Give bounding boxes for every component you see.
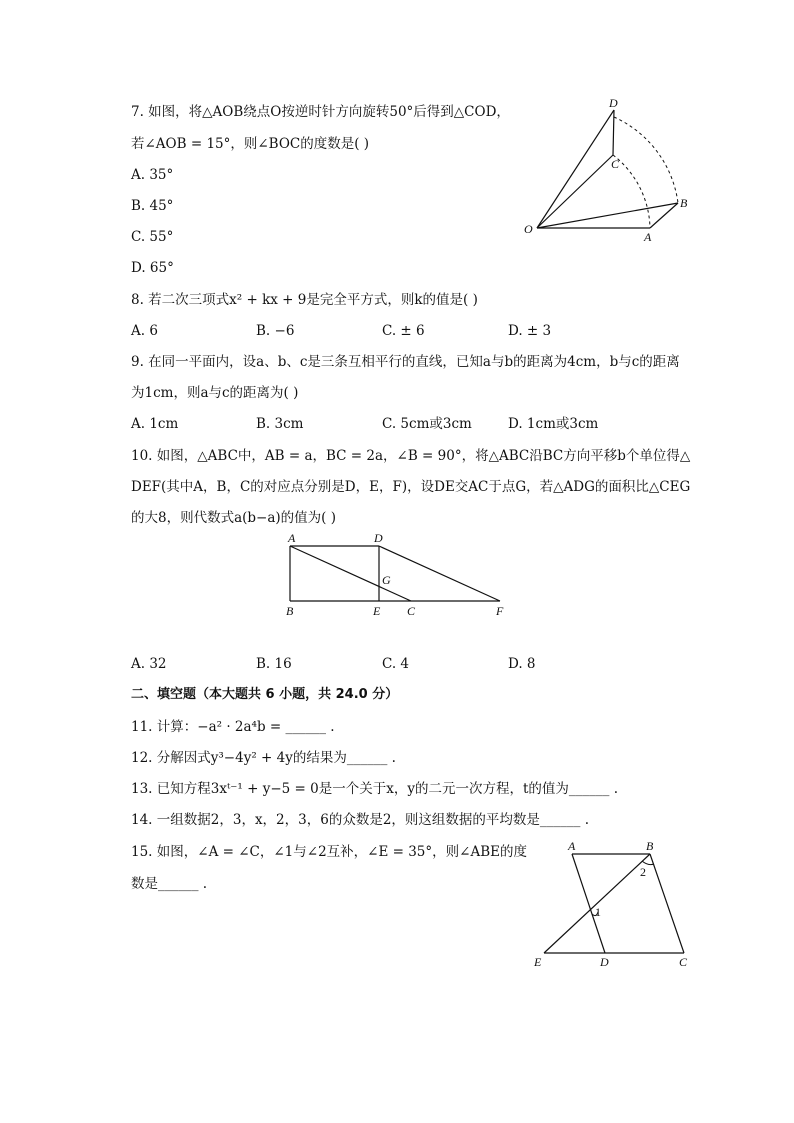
label-F: F xyxy=(496,604,504,618)
label-2: 2 xyxy=(640,865,646,879)
section-heading: 二、填空题（本大题共 6 小题，共 24.0 分） xyxy=(131,687,399,702)
segment-BC xyxy=(650,854,684,953)
q15-line2: 数是______ . xyxy=(131,876,208,892)
q9-option-a: A. 1cm xyxy=(131,416,179,432)
q9-line2: 为1cm，则a与c的距离为( ) xyxy=(131,385,299,401)
label-B: B xyxy=(680,196,688,210)
q10-option-d: D. 8 xyxy=(508,656,536,672)
label-B: B xyxy=(646,839,654,853)
q13-line: 13. 已知方程3xᵗ⁻¹ + y−5 = 0是一个关于x，y的二元一次方程，t的值为______ . xyxy=(131,781,618,797)
q7-option-a: A. 35° xyxy=(131,167,174,183)
q10-figure xyxy=(280,530,520,622)
q8-option-b: B. −6 xyxy=(256,323,295,339)
q10-line1: 10. 如图，△ABC中，AB = a，BC = 2a，∠B = 90°，将△ABC沿BC方向平移b个单位得△ xyxy=(131,448,691,464)
q9-line1: 9. 在同一平面内，设a、b、c是三条互相平行的直线，已知a与b的距离为4cm，b与c的距离 xyxy=(131,354,680,370)
q9-option-c: C. 5cm或3cm xyxy=(382,416,472,432)
label-A: A xyxy=(288,531,296,545)
label-E: E xyxy=(534,955,542,969)
q10-option-b: B. 16 xyxy=(256,656,292,672)
q15-line1: 15. 如图，∠A = ∠C，∠1与∠2互补，∠E = 35°，则∠ABE的度 xyxy=(131,844,527,860)
q10-option-a: A. 32 xyxy=(131,656,167,672)
segment-EB xyxy=(544,854,650,953)
arc-DB xyxy=(614,117,678,203)
segment-OB xyxy=(537,203,678,228)
label-C: C xyxy=(679,955,688,969)
q8-option-c: C. ± 6 xyxy=(382,323,425,339)
q8-option-a: A. 6 xyxy=(131,323,158,339)
q8-option-d: D. ± 3 xyxy=(508,323,552,339)
q12-line: 12. 分解因式y³−4y² + 4y的结果为______ . xyxy=(131,750,396,766)
label-D: D xyxy=(609,96,618,110)
q10-line3: 的大8，则代数式a(b−a)的值为( ) xyxy=(131,510,336,526)
segment-OD xyxy=(537,110,614,228)
label-C: C xyxy=(611,157,620,171)
q15-figure xyxy=(528,838,700,973)
segment-DF xyxy=(379,546,500,601)
q11-line: 11. 计算：−a² · 2a⁴b = ______ . xyxy=(131,719,335,735)
label-D: D xyxy=(374,531,383,545)
q7-option-c: C. 55° xyxy=(131,229,174,245)
label-E: E xyxy=(373,604,381,618)
label-O: O xyxy=(524,222,533,236)
segment-AC xyxy=(290,546,411,601)
q14-line: 14. 一组数据2，3，x，2，3，6的众数是2，则这组数据的平均数是______ . xyxy=(131,812,589,828)
label-A: A xyxy=(644,230,652,244)
label-B: B xyxy=(286,604,294,618)
label-G: G xyxy=(382,573,391,587)
q10-line2: DEF(其中A，B，C的对应点分别是D，E，F)，设DE交AC于点G，若△ADG的面积比△CEG xyxy=(131,479,691,495)
label-D: D xyxy=(600,955,609,969)
q7-line1: 7. 如图，将△AOB绕点O按逆时针方向旋转50°后得到△COD， xyxy=(131,104,510,120)
q9-option-d: D. 1cm或3cm xyxy=(508,416,599,432)
label-C: C xyxy=(407,604,416,618)
q7-option-d: D. 65° xyxy=(131,260,174,276)
label-1: 1 xyxy=(595,905,601,919)
label-A: A xyxy=(568,839,576,853)
q9-option-b: B. 3cm xyxy=(256,416,304,432)
segment-AD xyxy=(572,854,605,953)
q8-line1: 8. 若二次三项式x² + kx + 9是完全平方式，则k的值是( ) xyxy=(131,292,478,308)
q7-option-b: B. 45° xyxy=(131,198,174,214)
segment-CD xyxy=(613,110,614,155)
q7-line2: 若∠AOB = 15°，则∠BOC的度数是( ) xyxy=(131,136,370,152)
q10-option-c: C. 4 xyxy=(382,656,410,672)
q7-figure xyxy=(515,95,700,250)
